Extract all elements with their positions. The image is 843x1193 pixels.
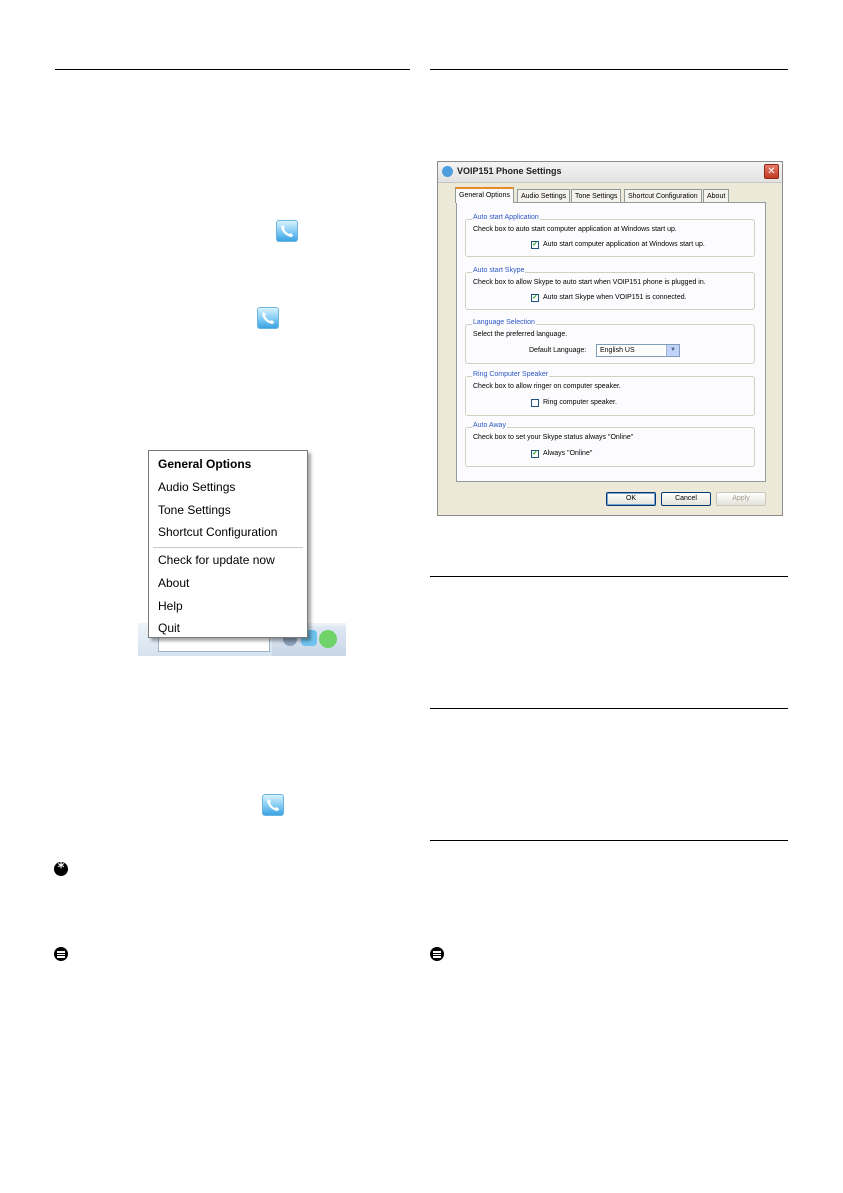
auto-start-skype-checkbox[interactable]: ✓: [532, 294, 538, 301]
group-auto-away: [465, 422, 755, 467]
menu-item-general-options[interactable]: General Options: [158, 457, 252, 471]
group-auto-start-application: [465, 214, 755, 257]
menu-item-check-update[interactable]: Check for update now: [158, 553, 275, 567]
auto-start-app-checkbox[interactable]: ✓: [532, 241, 538, 248]
group-description: Check box to allow ringer on computer speaker.: [473, 383, 621, 390]
group-title: Auto start Skype: [473, 267, 525, 274]
group-description: Check box to auto start computer application at Windows start up.: [473, 226, 677, 233]
checkbox-label: Always "Online": [543, 450, 593, 457]
tab-tone-settings[interactable]: Tone Settings: [571, 189, 621, 202]
section-rule-3: [430, 840, 788, 841]
tip-asterisk-icon: *: [54, 862, 68, 876]
tab-about[interactable]: About: [703, 189, 729, 202]
group-title: Language Selection: [473, 319, 535, 326]
phone-handset-icon: [257, 307, 279, 329]
left-column-top-rule: [55, 69, 410, 70]
menu-item-shortcut-configuration[interactable]: Shortcut Configuration: [158, 525, 278, 539]
general-options-panel: [456, 202, 766, 482]
group-language-selection: [465, 319, 755, 364]
checkbox-label: Auto start Skype when VOIP151 is connected.: [543, 294, 687, 301]
group-title: Auto start Application: [473, 214, 539, 221]
note-icon: [54, 947, 68, 961]
group-auto-start-skype: [465, 267, 755, 310]
menu-item-help[interactable]: Help: [158, 599, 183, 613]
group-description: Select the preferred language.: [473, 331, 568, 338]
close-button[interactable]: ✕: [764, 164, 779, 179]
selected-language: English US: [600, 347, 635, 354]
tray-skype-icon[interactable]: [319, 630, 337, 648]
apply-button[interactable]: Apply: [716, 492, 766, 506]
group-description: Check box to set your Skype status always "Online": [473, 434, 634, 441]
tab-shortcut-configuration[interactable]: Shortcut Configuration: [624, 189, 702, 202]
group-ring-computer-speaker: [465, 371, 755, 416]
group-description: Check box to allow Skype to auto start when VOIP151 phone is plugged in.: [473, 279, 706, 286]
group-title: Auto Away: [473, 422, 506, 429]
phone-handset-icon: [262, 794, 284, 816]
menu-item-audio-settings[interactable]: Audio Settings: [158, 480, 236, 494]
note-icon: [430, 947, 444, 961]
phone-handset-icon: [276, 220, 298, 242]
section-rule-2: [430, 708, 788, 709]
always-online-checkbox[interactable]: ✓: [532, 450, 538, 457]
cancel-button[interactable]: Cancel: [661, 492, 711, 506]
checkbox-label: Ring computer speaker.: [543, 399, 617, 406]
tab-audio-settings[interactable]: Audio Settings: [517, 189, 570, 202]
menu-item-tone-settings[interactable]: Tone Settings: [158, 503, 231, 517]
dialog-titlebar[interactable]: [438, 162, 782, 183]
menu-item-quit[interactable]: Quit: [158, 621, 181, 635]
ok-button[interactable]: OK: [606, 492, 656, 506]
default-language-select[interactable]: [596, 344, 680, 357]
app-icon: [442, 166, 453, 177]
menu-item-about[interactable]: About: [158, 576, 190, 590]
ring-speaker-checkbox[interactable]: [531, 399, 539, 407]
checkbox-label: Auto start computer application at Windows start up.: [543, 241, 705, 248]
group-title: Ring Computer Speaker: [473, 371, 549, 378]
tray-context-menu: [148, 450, 308, 638]
menu-separator: [153, 547, 303, 548]
tray-menu-screenshot: [138, 450, 346, 656]
chevron-down-icon[interactable]: ▼: [666, 345, 679, 356]
section-rule-1: [430, 576, 788, 577]
dialog-title: VOIP151 Phone Settings: [457, 166, 562, 176]
phone-settings-dialog: [437, 161, 783, 516]
right-column-top-rule: [430, 69, 788, 70]
default-language-label: Default Language:: [529, 347, 587, 354]
tab-general-options[interactable]: General Options: [455, 187, 514, 203]
